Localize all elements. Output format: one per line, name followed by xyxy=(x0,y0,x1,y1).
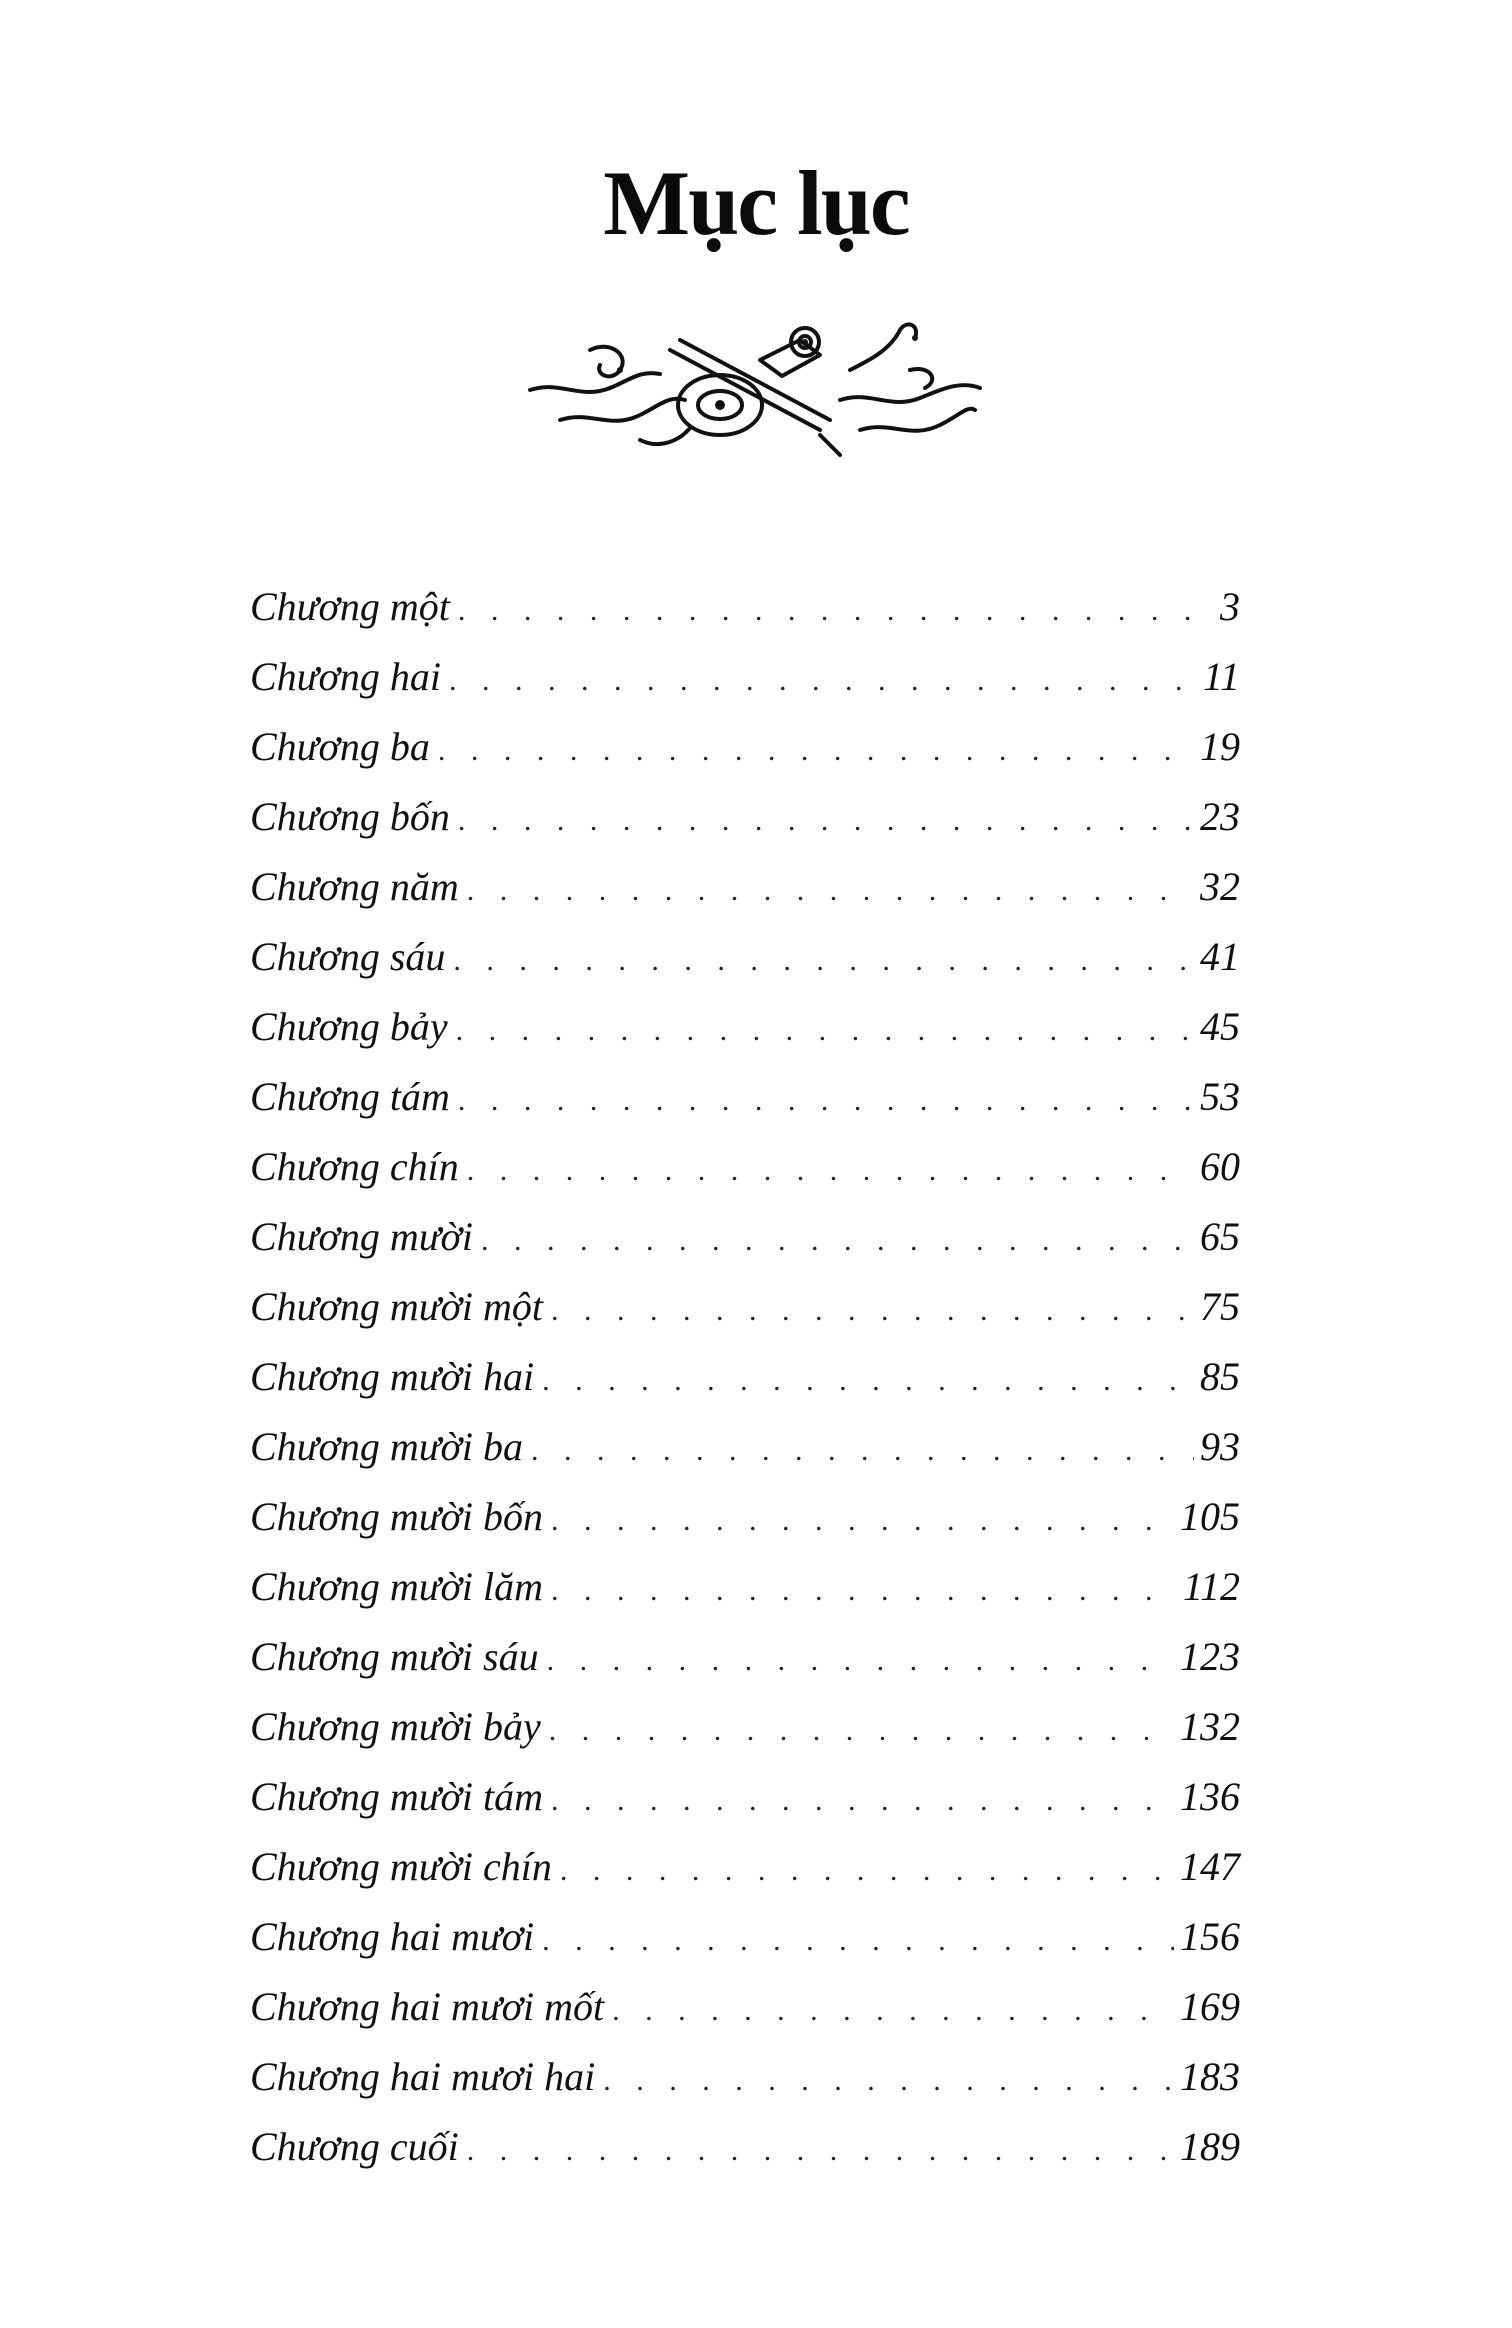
toc-entry xyxy=(250,1972,1240,2042)
dot-leader xyxy=(458,786,1194,856)
toc-entry-page-number: 147 xyxy=(1180,1844,1240,1889)
toc-entry-page-number: 93 xyxy=(1200,1424,1240,1469)
toc-entry-label: Chương bảy xyxy=(250,1004,448,1049)
toc-entry xyxy=(250,1132,1240,1202)
toc-entry xyxy=(250,1202,1240,1272)
dot-leader xyxy=(456,996,1194,1066)
toc-entry-label: Chương mười hai xyxy=(250,1354,535,1399)
toc-entry-page-number: 11 xyxy=(1202,654,1240,699)
dot-leader xyxy=(481,1206,1194,1276)
dot-leader xyxy=(551,1766,1174,1836)
toc-entry-label: Chương hai mươi xyxy=(250,1914,535,1959)
table-of-contents xyxy=(250,572,1240,2182)
toc-entry xyxy=(250,712,1240,782)
dot-leader xyxy=(547,1626,1174,1696)
toc-entry-label: Chương cuối xyxy=(250,2124,459,2169)
dot-leader xyxy=(551,1486,1174,1556)
toc-entry xyxy=(250,1622,1240,1692)
toc-entry xyxy=(250,642,1240,712)
dot-leader xyxy=(438,716,1194,786)
dot-leader xyxy=(603,2046,1174,2116)
toc-entry-label: Chương mười bốn xyxy=(250,1494,544,1539)
toc-entry-page-number: 60 xyxy=(1200,1144,1240,1189)
toc-entry-label: Chương mười lăm xyxy=(250,1564,544,1609)
toc-entry-page-number: 189 xyxy=(1180,2124,1240,2169)
dot-leader xyxy=(458,576,1194,646)
toc-entry-label: Chương mười chín xyxy=(250,1844,552,1889)
toc-entry-page-number: 183 xyxy=(1180,2054,1240,2099)
toc-entry-label: Chương hai xyxy=(250,654,441,699)
toc-entry-page-number: 132 xyxy=(1180,1704,1240,1749)
toc-entry-page-number: 65 xyxy=(1200,1214,1240,1259)
toc-entry-label: Chương mười tám xyxy=(250,1774,544,1819)
dot-leader xyxy=(467,1136,1194,1206)
toc-entry xyxy=(250,572,1240,642)
dot-leader xyxy=(453,926,1194,996)
toc-entry xyxy=(250,1832,1240,1902)
dot-leader xyxy=(612,1976,1174,2046)
toc-entry-label: Chương mười xyxy=(250,1214,474,1259)
toc-entry xyxy=(250,1272,1240,1342)
toc-entry xyxy=(250,1062,1240,1132)
toc-entry-page-number: 112 xyxy=(1182,1564,1240,1609)
toc-entry-page-number: 32 xyxy=(1200,864,1240,909)
toc-entry-label: Chương mười một xyxy=(250,1284,544,1329)
toc-entry-label: Chương tám xyxy=(250,1074,450,1119)
toc-entry-label: Chương mười ba xyxy=(250,1424,524,1469)
toc-entry xyxy=(250,2112,1240,2182)
toc-entry xyxy=(250,852,1240,922)
toc-entry xyxy=(250,1902,1240,1972)
toc-entry-page-number: 75 xyxy=(1200,1284,1240,1329)
toc-entry xyxy=(250,782,1240,852)
toc-entry-label: Chương năm xyxy=(250,864,459,909)
dot-leader xyxy=(542,1346,1194,1416)
toc-entry xyxy=(250,1692,1240,1762)
toc-entry-page-number: 123 xyxy=(1180,1634,1240,1679)
toc-entry-label: Chương mười sáu xyxy=(250,1634,539,1679)
toc-entry xyxy=(250,922,1240,992)
toc-entry-page-number: 23 xyxy=(1200,794,1240,839)
toc-entry-page-number: 45 xyxy=(1200,1004,1240,1049)
toc-entry xyxy=(250,1552,1240,1622)
dot-leader xyxy=(549,1696,1174,1766)
dot-leader xyxy=(449,646,1194,716)
toc-entry-page-number: 85 xyxy=(1200,1354,1240,1399)
toc-entry-page-number: 41 xyxy=(1200,934,1240,979)
toc-entry-label: Chương hai mươi mốt xyxy=(250,1984,605,2029)
toc-entry-label: Chương chín xyxy=(250,1144,459,1189)
page-title: Mục lục xyxy=(603,152,909,254)
toc-entry-page-number: 3 xyxy=(1220,584,1240,629)
toc-entry xyxy=(250,1482,1240,1552)
toc-entry-page-number: 136 xyxy=(1180,1774,1240,1819)
dot-leader xyxy=(531,1416,1194,1486)
toc-entry-label: Chương hai mươi hai xyxy=(250,2054,596,2099)
toc-entry-label: Chương mười bảy xyxy=(250,1704,541,1749)
toc-entry xyxy=(250,992,1240,1062)
dot-leader xyxy=(551,1276,1194,1346)
toc-entry-label: Chương sáu xyxy=(250,934,446,979)
toc-entry-page-number: 19 xyxy=(1200,724,1240,769)
toc-entry-page-number: 105 xyxy=(1180,1494,1240,1539)
dot-leader xyxy=(542,1906,1174,1976)
toc-entry-page-number: 53 xyxy=(1200,1074,1240,1119)
toc-entry-label: Chương ba xyxy=(250,724,430,769)
dot-leader xyxy=(467,856,1194,926)
toc-entry xyxy=(250,2042,1240,2112)
toc-entry-label: Chương một xyxy=(250,584,450,629)
toc-entry xyxy=(250,1762,1240,1832)
toc-entry xyxy=(250,1342,1240,1412)
dot-leader xyxy=(551,1556,1177,1626)
toc-entry-page-number: 169 xyxy=(1180,1984,1240,2029)
dot-leader xyxy=(458,1066,1194,1136)
toc-entry xyxy=(250,1412,1240,1482)
dragon-ornament-icon xyxy=(520,310,990,470)
dot-leader xyxy=(467,2116,1174,2186)
dot-leader xyxy=(560,1836,1174,1906)
toc-entry-page-number: 156 xyxy=(1180,1914,1240,1959)
toc-entry-label: Chương bốn xyxy=(250,794,450,839)
